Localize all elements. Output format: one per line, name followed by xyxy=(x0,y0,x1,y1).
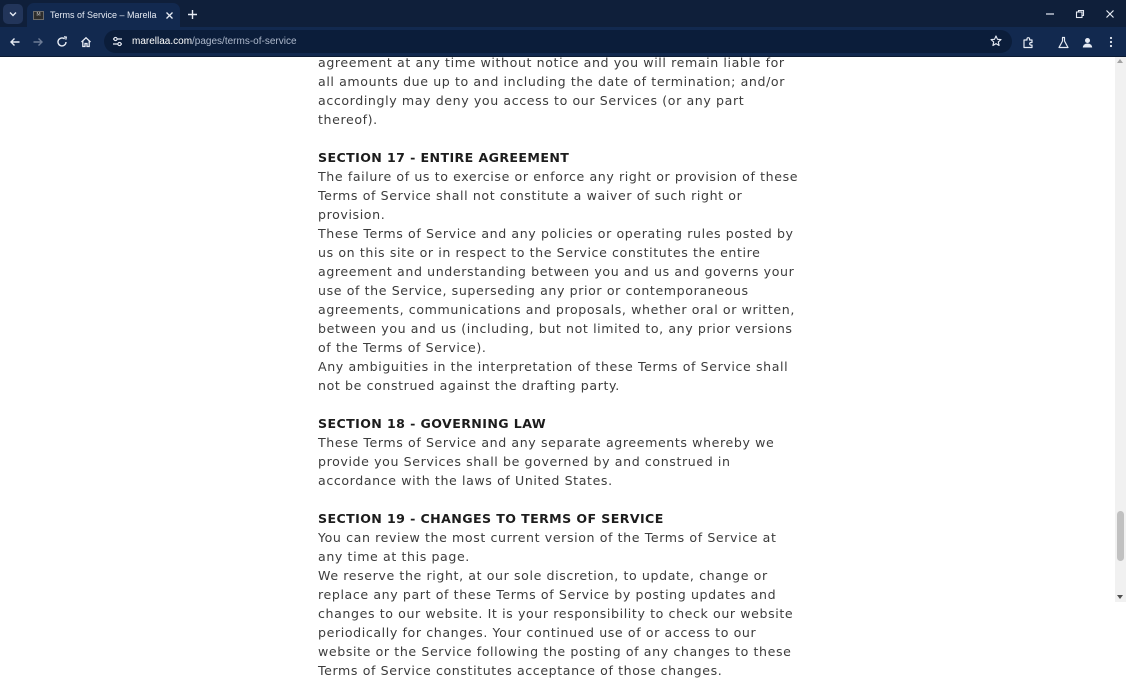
section-17-paragraph-3: Any ambiguities in the interpretation of these Terms of Service shall not be construed against the drafting party. xyxy=(318,359,789,393)
puzzle-icon xyxy=(1022,36,1035,49)
page-viewport xyxy=(0,55,1115,678)
flask-icon xyxy=(1057,36,1070,49)
labs-button[interactable] xyxy=(1054,33,1072,51)
home-icon xyxy=(80,36,92,48)
profile-button[interactable] xyxy=(1078,33,1096,51)
terms-content xyxy=(318,53,803,680)
person-icon xyxy=(1081,36,1094,49)
url-text[interactable] xyxy=(132,36,297,47)
restore-button[interactable] xyxy=(1071,5,1089,23)
address-bar[interactable] xyxy=(104,30,1012,53)
minimize-icon xyxy=(1045,9,1055,19)
plus-icon xyxy=(187,9,198,20)
tune-icon xyxy=(112,36,123,47)
back-arrow-icon xyxy=(9,36,21,48)
tab-strip xyxy=(0,0,1126,27)
page-scrollbar[interactable] xyxy=(1115,57,1126,602)
site-info-button[interactable] xyxy=(110,35,124,49)
extensions-button[interactable] xyxy=(1019,33,1037,51)
back-button[interactable] xyxy=(6,33,24,51)
close-icon xyxy=(165,11,174,20)
section-17-paragraph-2: These Terms of Service and any policies or operating rules posted by us on this site or in respect to the Service constitutes the entire agreement and understanding between you and us and governs your use of the Service, superseding any prior or contemporaneous agreements, communications and proposals, whether oral or written, between you and us (including, but not limited to, any prior versions of the Terms of Service). xyxy=(318,226,795,355)
home-button[interactable] xyxy=(77,33,95,51)
forward-arrow-icon xyxy=(32,36,44,48)
close-window-button[interactable] xyxy=(1101,5,1119,23)
tab-title: Terms of Service – Marella xyxy=(50,10,157,20)
more-vert-icon xyxy=(1105,36,1117,48)
paragraph-gap xyxy=(318,395,803,414)
reload-button[interactable] xyxy=(53,33,71,51)
section-17-heading: SECTION 17 - ENTIRE AGREEMENT xyxy=(318,150,570,165)
forward-button[interactable] xyxy=(29,33,47,51)
restore-icon xyxy=(1075,9,1085,19)
scrollbar-thumb[interactable] xyxy=(1117,511,1124,561)
browser-menu-button[interactable] xyxy=(1102,33,1120,51)
reload-icon xyxy=(56,36,68,48)
scroll-up-arrow-icon[interactable] xyxy=(1117,59,1123,63)
section-18-paragraph-1: These Terms of Service and any separate agreements whereby we provide you Services shall be governed by and construed in accordance with the laws of United States. xyxy=(318,435,775,488)
section-17-paragraph-1: The failure of us to exercise or enforce any right or provision of these Terms of Service shall not constitute a waiver of such right or provision. xyxy=(318,169,799,222)
section-19-heading: SECTION 19 - CHANGES TO TERMS OF SERVICE xyxy=(318,511,664,526)
star-icon xyxy=(990,35,1002,47)
url-host: marellaa.com xyxy=(132,36,193,47)
section-18-heading: SECTION 18 - GOVERNING LAW xyxy=(318,416,547,431)
tab-active[interactable] xyxy=(27,3,180,27)
bookmark-button[interactable] xyxy=(988,33,1004,49)
paragraph-gap xyxy=(318,129,803,148)
section-19-paragraph-1: You can review the most current version of the Terms of Service at any time at this page. xyxy=(318,530,777,564)
scroll-down-arrow-icon[interactable] xyxy=(1117,595,1123,599)
favicon-icon: M xyxy=(33,11,44,20)
section-19-paragraph-2: We reserve the right, at our sole discretion, to update, change or replace any part of these Terms of Service by posting updates and changes to our website. It is your responsibility to check our website periodically for changes. Your continued use of or access to our website or the Service following the posting of any changes to these Terms of Service constitutes acceptance of those changes. xyxy=(318,568,794,678)
tab-search-button[interactable] xyxy=(3,4,23,24)
minimize-button[interactable] xyxy=(1041,5,1059,23)
tab-close-button[interactable] xyxy=(162,8,176,22)
intro-paragraph: agreement at any time without notice and you will remain liable for all amounts due up to and including the date of termination; and/or accordingly may deny you access to our Services (or any part thereof). xyxy=(318,55,785,127)
chevron-down-icon xyxy=(8,9,18,19)
url-path: /pages/terms-of-service xyxy=(192,36,297,47)
close-icon xyxy=(1105,9,1115,19)
new-tab-button[interactable] xyxy=(184,6,200,22)
paragraph-gap xyxy=(318,490,803,509)
